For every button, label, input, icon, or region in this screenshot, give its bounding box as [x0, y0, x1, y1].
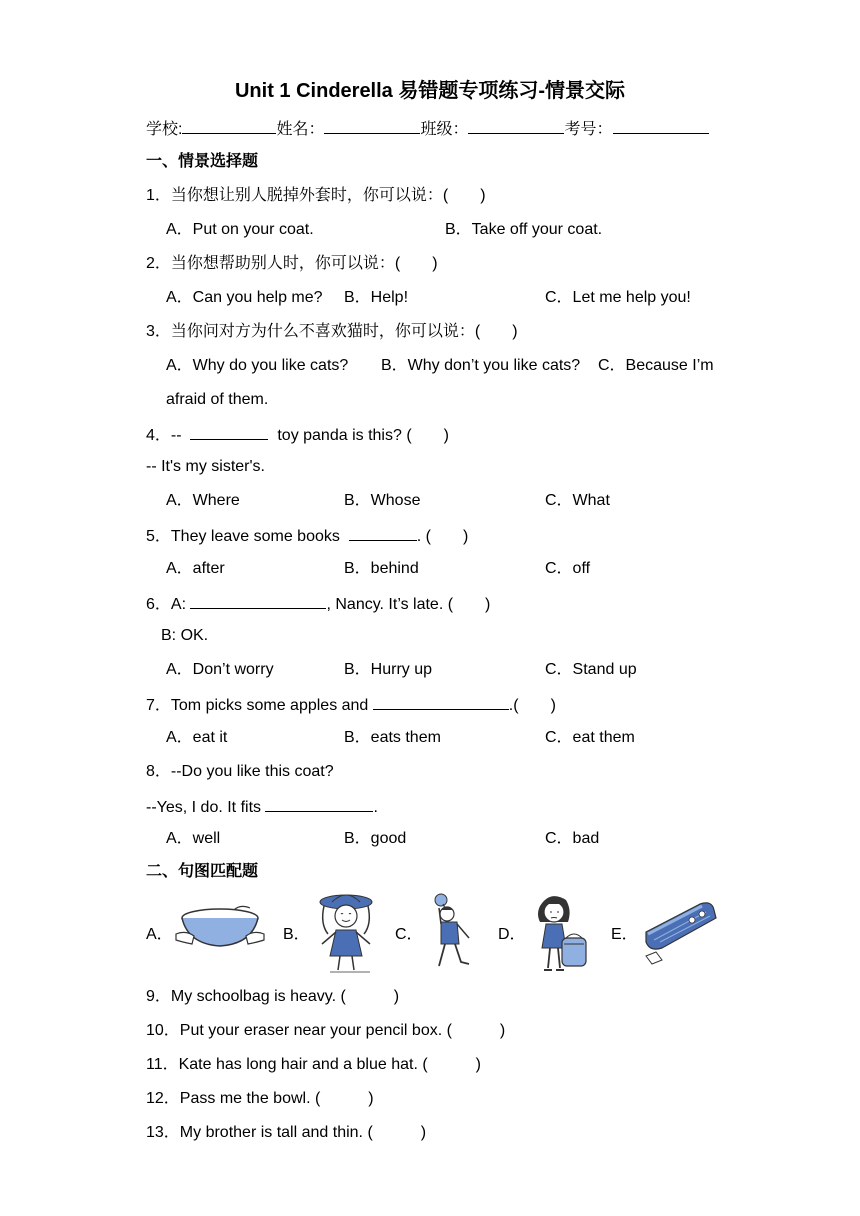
question-2-option-c[interactable]: C．Let me help you! [545, 289, 691, 306]
question-5-option-a[interactable]: A．after [166, 560, 225, 577]
question-2-option-a[interactable]: A．Can you help me? [166, 289, 323, 306]
class-label: 班级： [420, 121, 469, 138]
question-1-option-a[interactable]: A．Put on your coat. [166, 221, 314, 238]
pencil-box-icon [640, 898, 720, 970]
page-title: Unit 1 Cinderella 易错题专项练习-情景交际 [234, 80, 626, 102]
question-4-prefix: 4．-- [146, 427, 182, 444]
question-7-stem [146, 694, 556, 716]
question-8-blank[interactable] [265, 796, 373, 812]
question-8-stem: 8．--Do you like this coat? [146, 763, 334, 780]
question-5-option-c[interactable]: C．off [545, 560, 591, 577]
name-label: 姓名： [276, 121, 325, 138]
question-5-stem [146, 525, 468, 547]
question-1-stem: 1．当你想让别人脱掉外套时，你可以说：( ) [146, 187, 486, 204]
question-5-blank[interactable] [349, 525, 417, 541]
question-3-option-a[interactable]: A．Why do you like cats? [166, 357, 349, 374]
school-label: 学校: [146, 121, 183, 138]
question-11: 11．Kate has long hair and a blue hat. ( ) [146, 1056, 482, 1073]
question-4-blank[interactable] [190, 424, 268, 440]
question-7-option-c[interactable]: C．eat them [545, 729, 635, 746]
question-7-prefix: 7．Tom picks some apples and [146, 697, 369, 714]
question-5-prefix: 5．They leave some books [146, 528, 340, 545]
picture-label-a: A． [146, 926, 173, 943]
question-3-option-b[interactable]: B．Why don’t you like cats? [381, 357, 581, 374]
question-5-option-b[interactable]: B．behind [344, 560, 419, 577]
question-2-stem: 2．当你想帮助别人时，你可以说：( ) [146, 255, 438, 272]
question-7-blank[interactable] [373, 694, 509, 710]
question-7-option-a[interactable]: A．eat it [166, 729, 228, 746]
question-7-option-b[interactable]: B．eats them [344, 729, 441, 746]
question-6-blank[interactable] [190, 593, 326, 609]
girl-with-hat-icon [312, 890, 382, 974]
question-7-suffix: .( ) [508, 697, 556, 714]
number-blank[interactable] [613, 118, 709, 134]
question-3-stem: 3．当你问对方为什么不喜欢猫时，你可以说：( ) [146, 323, 518, 340]
question-10: 10．Put your eraser near your pencil box. ( ) [146, 1022, 506, 1039]
question-6-prefix: 6．A: [146, 596, 187, 613]
question-2-option-b[interactable]: B．Help! [344, 289, 409, 306]
section-heading-2: 二、句图匹配题 [146, 863, 259, 880]
question-8-option-a[interactable]: A．well [166, 830, 221, 847]
question-6-stem [146, 593, 490, 615]
question-6-option-c[interactable]: C．Stand up [545, 661, 637, 678]
question-9: 9．My schoolbag is heavy. ( ) [146, 988, 400, 1005]
question-3-option-c[interactable]: C．Because I’m [598, 357, 714, 374]
number-label: 考号： [564, 121, 613, 138]
question-12: 12．Pass me the bowl. ( ) [146, 1090, 374, 1107]
question-8-reply-suffix: . [373, 799, 378, 816]
picture-label-b: B． [283, 926, 310, 943]
question-1-option-b[interactable]: B．Take off your coat. [445, 221, 603, 238]
question-8-option-b[interactable]: B．good [344, 830, 407, 847]
boy-with-ball-icon [425, 892, 481, 976]
question-5-suffix: . ( ) [416, 528, 469, 545]
picture-label-d: D． [498, 926, 526, 943]
school-blank[interactable] [182, 118, 276, 134]
question-3-option-c-continued: afraid of them. [166, 391, 269, 408]
question-13: 13．My brother is tall and thin. ( ) [146, 1124, 427, 1141]
question-4-suffix: toy panda is this? ( ) [277, 427, 449, 444]
question-6-option-a[interactable]: A．Don’t worry [166, 661, 274, 678]
name-blank[interactable] [324, 118, 420, 134]
question-8-reply [146, 796, 378, 818]
girl-with-schoolbag-icon [526, 890, 592, 974]
question-4-answer-line: -- It's my sister's. [146, 458, 265, 475]
bowl-icon [174, 904, 266, 954]
question-4-option-c[interactable]: C．What [545, 492, 610, 509]
picture-label-c: C． [395, 926, 423, 943]
question-4-option-a[interactable]: A．Where [166, 492, 240, 509]
question-4-option-b[interactable]: B．Whose [344, 492, 421, 509]
question-6-suffix: , Nancy. It’s late. ( ) [326, 596, 491, 613]
info-line [146, 118, 709, 140]
question-8-reply-prefix: --Yes, I do. It fits [146, 799, 262, 816]
question-6-reply: B: OK. [161, 627, 209, 644]
class-blank[interactable] [468, 118, 564, 134]
question-4-stem [146, 424, 449, 446]
section-heading-1: 一、情景选择题 [146, 153, 259, 170]
question-6-option-b[interactable]: B．Hurry up [344, 661, 433, 678]
question-8-option-c[interactable]: C．bad [545, 830, 600, 847]
picture-label-e: E． [611, 926, 638, 943]
